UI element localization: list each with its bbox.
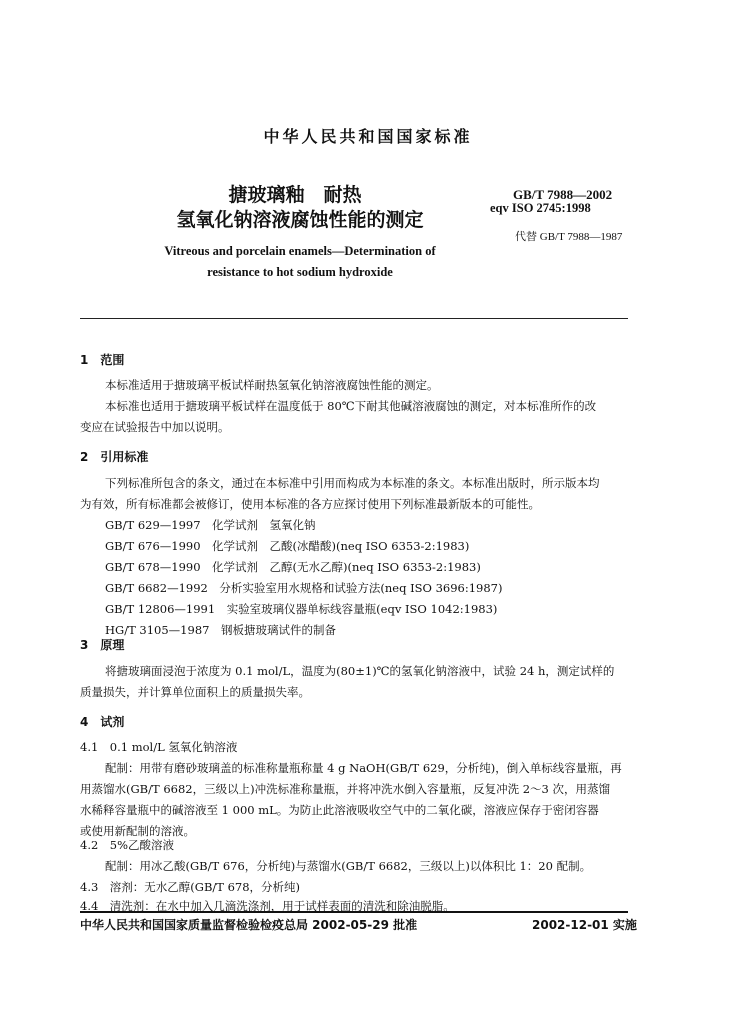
reference-item: GB/T 676—1990 化学试剂 乙酸(冰醋酸)(neq ISO 6353-2:1983) [105,539,470,553]
english-title-line-2: resistance to hot sodium hydroxide [207,265,393,279]
section-1-paragraph: 变应在试验报告中加以说明。 [80,420,230,434]
implementation-date: 2002-12-01 实施 [532,918,637,932]
section-2-paragraph: 为有效，所有标准都会被修订，使用本标准的各方应探讨使用下列标准最新版本的可能性。 [80,497,540,511]
subsection-4-4: 4.4 清洗剂：在水中加入几滴洗涤剂，用于试样表面的清洗和除油脱脂。 [80,899,455,913]
section-3-heading: 3 原理 [80,638,125,652]
subsection-4-1-text: 配制：用带有磨砂玻璃盖的标准称量瓶称量 4 g NaOH(GB/T 629，分析纯)，倒入单标线容量瓶，再 [105,761,622,775]
header-divider [80,318,628,319]
issuer-approval: 中华人民共和国国家质量监督检验检疫总局 2002-05-29 批准 [80,918,418,932]
document-title-line-1: 搪玻璃釉 耐热 [228,184,362,206]
subsection-4-1-heading: 4.1 0.1 mol/L 氢氧化钠溶液 [80,740,238,754]
subsection-4-3: 4.3 溶剂：无水乙醇(GB/T 678，分析纯) [80,880,301,894]
document-title-line-2: 氢氧化钠溶液腐蚀性能的测定 [176,209,424,231]
subsection-4-1-text: 水稀释容量瓶中的碱溶液至 1 000 mL。为防止此溶液吸收空气中的二氧化碳，溶液应保存于密闭容器 [80,803,599,817]
replaces-standard: 代替 GB/T 7988—1987 [515,231,623,243]
section-4-heading: 4 试剂 [80,715,125,729]
reference-item: GB/T 12806—1991 实验室玻璃仪器单标线容量瓶(eqv ISO 1042:1983) [105,602,498,616]
subsection-4-1-text: 用蒸馏水(GB/T 6682，三级以上)冲洗标准称量瓶，并将冲洗水倒入容量瓶，反复冲洗 2～3 次，用蒸馏 [80,782,611,796]
reference-item: GB/T 629—1997 化学试剂 氢氧化钠 [105,518,316,532]
section-3-paragraph: 将搪玻璃面浸泡于浓度为 0.1 mol/L，温度为(80±1)℃的氢氧化钠溶液中，试验 24 h，测定试样的 [105,664,615,678]
footer-divider [80,911,628,913]
equivalent-standard: eqv ISO 2745:1998 [490,201,591,215]
reference-item: GB/T 678—1990 化学试剂 乙醇(无水乙醇)(neq ISO 6353-2:1983) [105,560,481,574]
english-title-line-1: Vitreous and porcelain enamels—Determination of [164,244,436,258]
subsection-4-1-text: 或使用新配制的溶液。 [80,824,195,838]
national-standard-heading: 中华人民共和国国家标准 [263,127,473,146]
reference-item: GB/T 6682—1992 分析实验室用水规格和试验方法(neq ISO 3696:1987) [105,581,503,595]
section-1-paragraph: 本标准适用于搪玻璃平板试样耐热氢氧化钠溶液腐蚀性能的测定。 [105,378,439,392]
section-3-paragraph: 质量损失，并计算单位面积上的质量损失率。 [80,685,310,699]
section-2-heading: 2 引用标准 [80,450,149,464]
subsection-4-2-text: 配制：用冰乙酸(GB/T 676，分析纯)与蒸馏水(GB/T 6682，三级以上)以体积比 1：20 配制。 [105,859,592,873]
subsection-4-2-heading: 4.2 5%乙酸溶液 [80,838,175,852]
reference-item: HG/T 3105—1987 钢板搪玻璃试件的制备 [105,623,336,637]
section-1-heading: 1 范围 [80,353,125,367]
standard-number: GB/T 7988—2002 [513,187,613,202]
section-2-paragraph: 下列标准所包含的条文，通过在本标准中引用而构成为本标准的条文。本标准出版时，所示版本均 [105,476,600,490]
section-1-paragraph: 本标准也适用于搪玻璃平板试样在温度低于 80℃下耐其他碱溶液腐蚀的测定，对本标准所作的改 [105,399,597,413]
